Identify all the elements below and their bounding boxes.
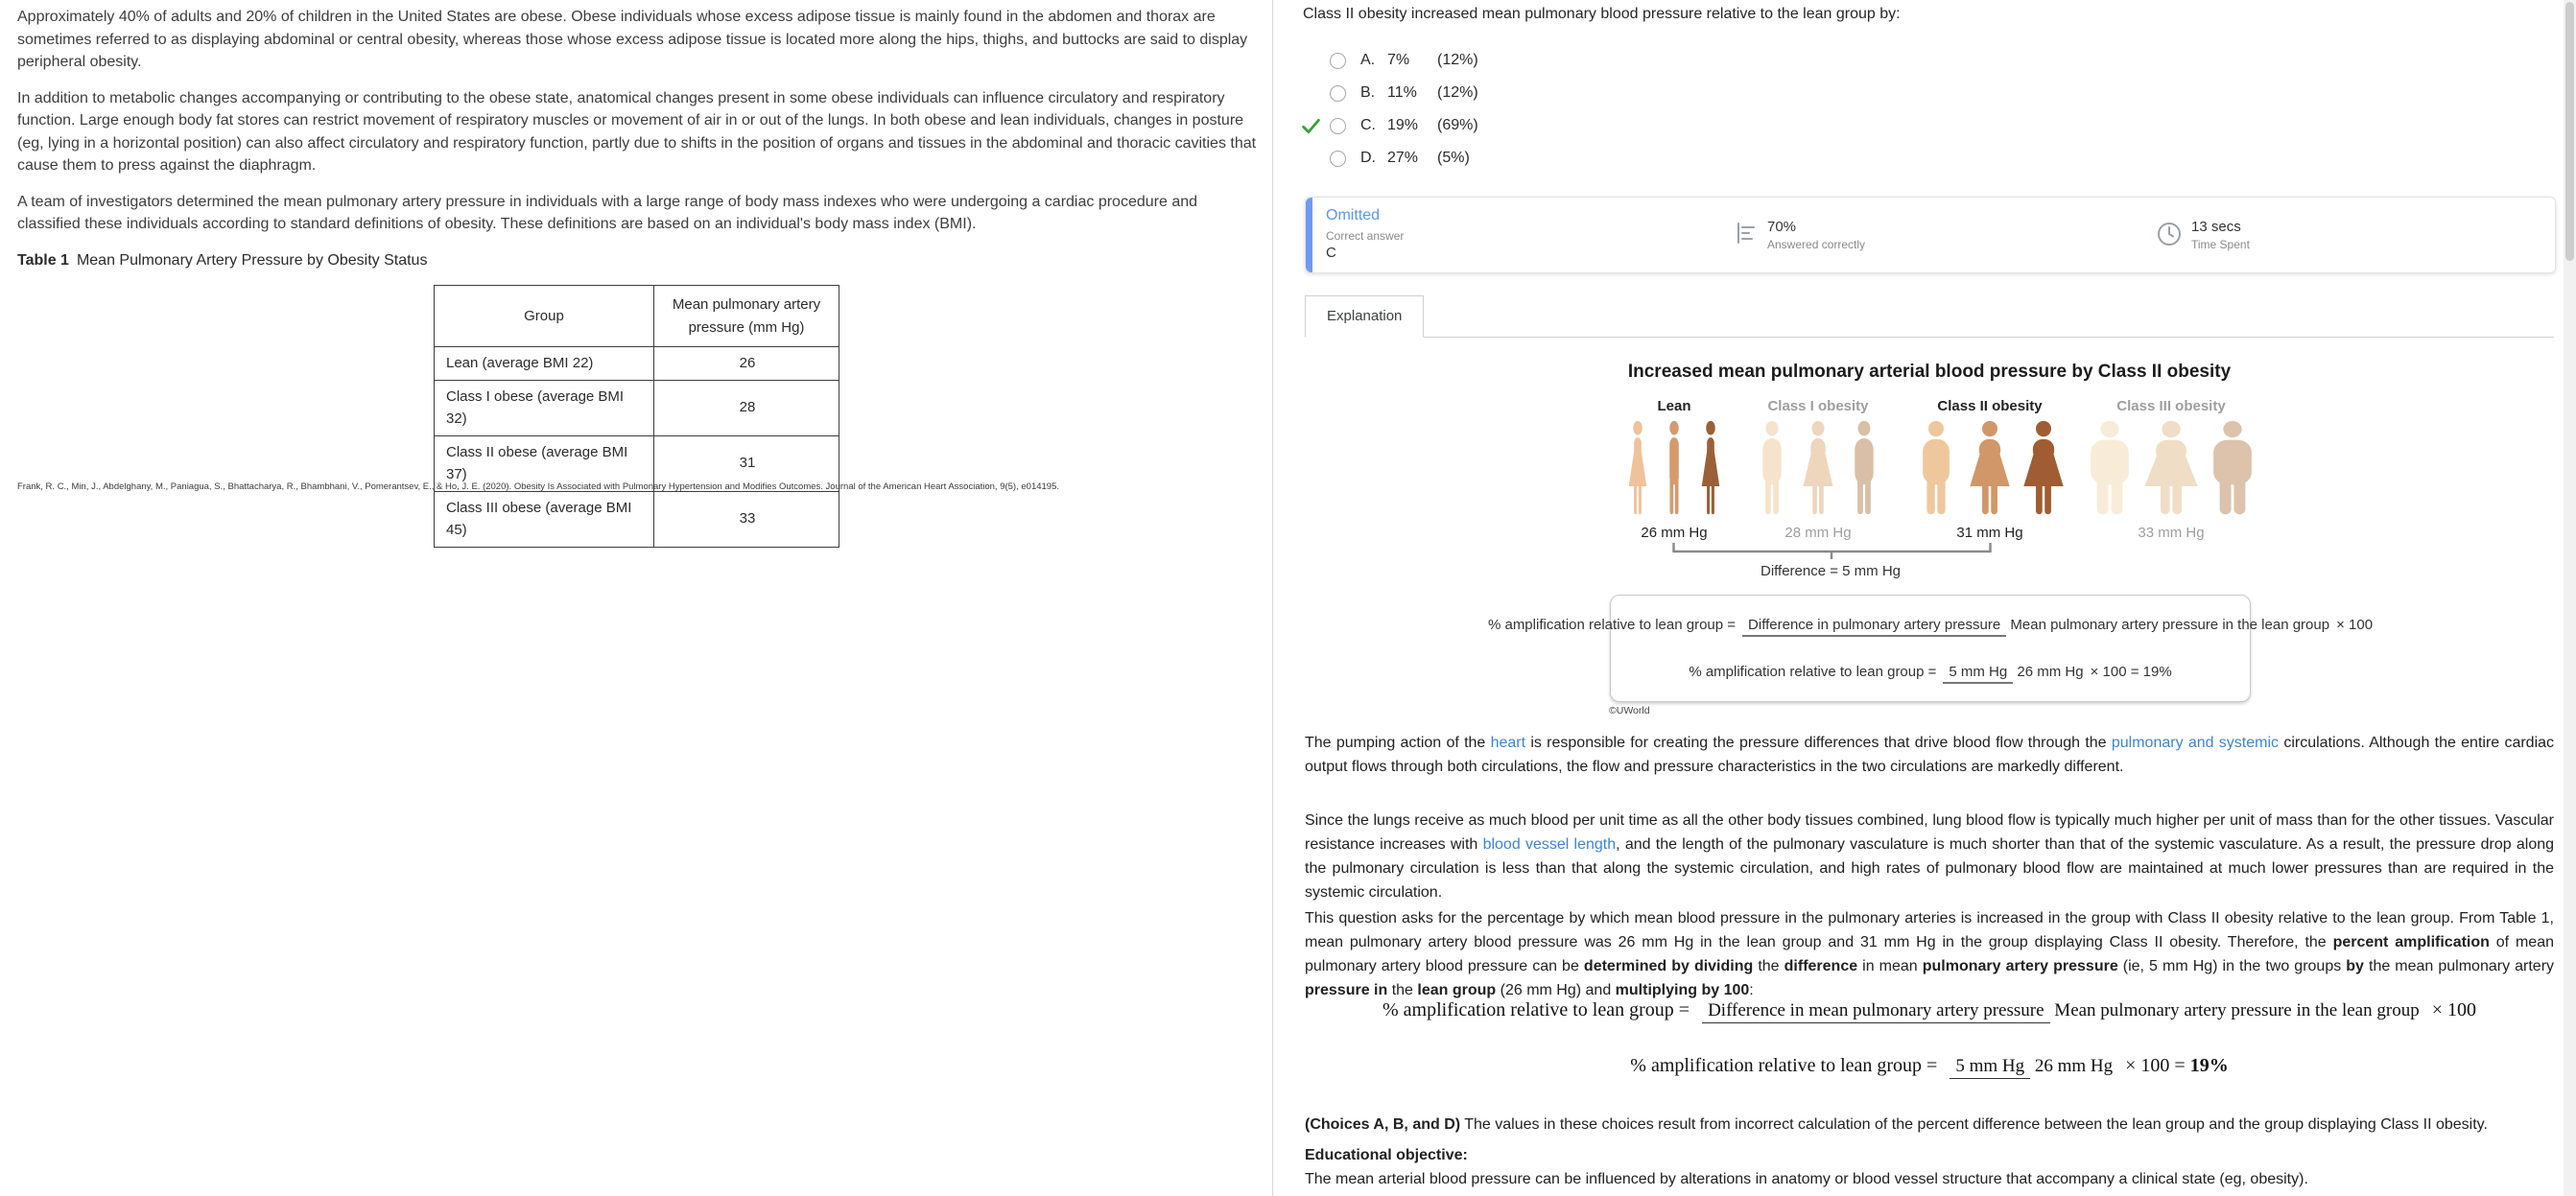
educational-objective-body: The mean arterial blood pressure can be influenced by alterations in anatomy or blood vessel structure that accompany a clinical state (eg, obesity). bbox=[1305, 1171, 2308, 1187]
formula-lhs: % amplification relative to lean group = bbox=[1630, 1055, 1938, 1076]
time-spent-stat bbox=[2155, 198, 2250, 272]
table-caption bbox=[17, 249, 1257, 272]
difference-bracket bbox=[1672, 541, 1992, 560]
fraction-denominator: Mean pulmonary artery pressure in the lean group bbox=[2054, 1000, 2420, 1021]
correct-check-icon bbox=[1301, 116, 1324, 136]
pressure-table bbox=[434, 285, 839, 548]
text-segment: This question asks for the percentage by which mean blood pressure in the pulmonary arteries is increased in the group with Class II obesity relative to the lean group. From Table 1, mean pulmonary artery blood pressure was 26 mm Hg in the lean group and 31 mm Hg in the group displaying Class II obesity. Therefore, the bbox=[1305, 910, 2554, 950]
table-cell-group: Class I obese (average BMI 32) bbox=[435, 380, 654, 435]
answer-choices bbox=[1301, 44, 1973, 175]
person-f-icon bbox=[1964, 420, 2016, 516]
text-segment: the bbox=[1753, 958, 1784, 974]
bar-chart-icon bbox=[1735, 222, 1760, 249]
educational-objective-heading: Educational objective: bbox=[1305, 1147, 1468, 1163]
fraction-denominator: 26 mm Hg bbox=[2034, 1056, 2114, 1077]
choices-explanation bbox=[1305, 1113, 2554, 1137]
scrollbar-track[interactable] bbox=[2564, 0, 2576, 1196]
formula-line bbox=[1488, 617, 2373, 633]
passage-paragraph bbox=[17, 87, 1257, 177]
formula-rhs: × 100 = 19% bbox=[2090, 664, 2172, 680]
uworld-credit: ©UWorld bbox=[1609, 705, 1650, 716]
fraction-denominator: 26 mm Hg bbox=[2017, 664, 2084, 680]
people-icons bbox=[2080, 420, 2262, 516]
choice-percentage: (12%) bbox=[1437, 52, 1478, 68]
text-segment: Since the lungs receive as much blood per unit time as all the other body tissues combined, lung blood flow is typically much higher per unit of mass than for the other tissues. Vascular resistance increases with bbox=[1305, 812, 2554, 853]
table-cell-pressure: 31 bbox=[654, 435, 839, 491]
table-cell-pressure: 33 bbox=[654, 491, 839, 547]
text-segment: circulations. Although the entire cardiac output flows through both circulations, the flow and pressure characteristics in the two circulations are markedly different. bbox=[1305, 735, 2555, 775]
answer-choice[interactable] bbox=[1301, 77, 1973, 109]
group-pressure: 28 mm Hg bbox=[1784, 525, 1852, 541]
table-cell-group: Lean (average BMI 22) bbox=[435, 347, 654, 381]
formula-lhs: % amplification relative to lean group = bbox=[1383, 999, 1690, 1020]
table-cell-pressure: 26 bbox=[654, 347, 839, 381]
person-m-icon bbox=[2203, 420, 2262, 516]
difference-label: Difference = 5 mm Hg bbox=[1760, 563, 1902, 579]
time-label: Time Spent bbox=[2191, 238, 2250, 251]
fraction-numerator: 5 mm Hg bbox=[1950, 1056, 2030, 1079]
fraction bbox=[1943, 664, 2083, 680]
choice-text: 27% bbox=[1387, 150, 1419, 166]
person-f-icon bbox=[2018, 420, 2069, 516]
answered-label: Answered correctly bbox=[1767, 238, 1866, 251]
bold-text: lean group bbox=[1417, 982, 1497, 998]
passage-panel bbox=[17, 6, 1257, 548]
choice-letter: C. bbox=[1360, 117, 1376, 133]
choice-text: 7% bbox=[1387, 52, 1410, 68]
text-segment: of mean pulmonary artery blood pressure can be bbox=[1305, 934, 2555, 974]
serif-formula bbox=[1305, 999, 2554, 1021]
text-segment: The pumping action of the bbox=[1305, 735, 1491, 751]
bold-text: (Choices A, B, and D) bbox=[1305, 1116, 1461, 1133]
choice-percentage: (5%) bbox=[1437, 150, 1470, 166]
formula-rhs: × 100 bbox=[2336, 617, 2374, 633]
inline-link[interactable]: heart bbox=[1490, 735, 1526, 751]
fraction-numerator: Difference in pulmonary artery pressure bbox=[1742, 617, 2006, 637]
bold-text: pulmonary artery pressure bbox=[1922, 958, 2118, 974]
correct-answer-label: Correct answer bbox=[1326, 229, 1405, 243]
formula-box bbox=[1487, 595, 2374, 702]
citation: Frank, R. C., Min, J., Abdelghany, M., Paniagua, S., Bhattacharya, R., Bhambhani, V., Pomerantsev, E., & Ho, J. E. (2020). Obesity Is Associated with Pulmonary Hypertension and Modifies Outcomes. Journal of the American Heart Association, 9(5), e014195. bbox=[17, 481, 1059, 492]
radio-button[interactable] bbox=[1330, 53, 1346, 69]
group-pressure: 33 mm Hg bbox=[2138, 525, 2205, 541]
fraction-numerator: 5 mm Hg bbox=[1943, 664, 2013, 684]
person-f-icon bbox=[1693, 420, 1728, 516]
choice-percentage: (69%) bbox=[1437, 117, 1478, 133]
table-cell-group: Class II obese (average BMI 37) bbox=[435, 435, 654, 491]
people-icons bbox=[1750, 420, 1886, 516]
table-row bbox=[435, 491, 839, 547]
person-m-icon bbox=[1910, 420, 1962, 516]
text-segment: the mean pulmonary artery bbox=[2363, 958, 2555, 974]
figure-group bbox=[1910, 398, 2069, 541]
choice-percentage: (12%) bbox=[1437, 84, 1478, 101]
group-label: Class II obesity bbox=[1937, 398, 2043, 414]
bold-text: determined by dividing bbox=[1583, 958, 1754, 974]
person-m-icon bbox=[1842, 420, 1886, 516]
banner-accent-bar bbox=[1306, 198, 1312, 272]
formula-lhs: % amplification relative to lean group = bbox=[1487, 617, 1737, 633]
table-row bbox=[435, 380, 839, 435]
radio-button[interactable] bbox=[1330, 118, 1346, 134]
text-segment: In addition to metabolic changes accompanying or contributing to the obese state, anatomical changes present in some obese individuals can influence circulatory and respiratory function. Large enough body fat stores can restrict movement of respiratory muscles or movement of air in or out of the lungs. In both obese and lean individuals, changes in posture (eg, lying in a horizontal position) can also affect circulatory and respiratory function, partly due to shifts in the position of organs and tissues in the abdominal and thoracic cavities that cause them to press against the diaphragm. bbox=[17, 89, 1257, 174]
answer-choice[interactable] bbox=[1301, 44, 1973, 77]
group-pressure: 26 mm Hg bbox=[1641, 525, 1708, 541]
passage-paragraph bbox=[17, 6, 1257, 74]
person-m-icon bbox=[2080, 420, 2139, 516]
group-label: Lean bbox=[1657, 398, 1691, 414]
formula-lhs: % amplification relative to lean group = bbox=[1689, 664, 1937, 680]
answered-pct: 70% bbox=[1767, 219, 1797, 235]
status-omitted: Omitted bbox=[1326, 207, 1381, 223]
choice-letter: B. bbox=[1360, 84, 1376, 101]
person-f-icon bbox=[1620, 420, 1655, 516]
table-cell-group: Class III obese (average BMI 45) bbox=[435, 491, 654, 547]
table-header-pressure: Mean pulmonary artery pressure (mm Hg) bbox=[654, 286, 839, 347]
answer-choice[interactable] bbox=[1301, 142, 1973, 175]
table-cell-pressure: 28 bbox=[654, 380, 839, 435]
bold-text: difference bbox=[1784, 958, 1858, 974]
fraction bbox=[1702, 1000, 2420, 1021]
fraction-denominator: Mean pulmonary artery pressure in the lean group bbox=[2010, 617, 2330, 633]
inline-link[interactable]: blood vessel length bbox=[1482, 836, 1617, 853]
group-pressure: 31 mm Hg bbox=[1956, 525, 2023, 541]
bold-text: multiplying by 100 bbox=[1615, 982, 1750, 998]
text-segment: (26 mm Hg) and bbox=[1496, 982, 1616, 998]
fraction-numerator: Difference in mean pulmonary artery pressure bbox=[1702, 1000, 2049, 1023]
explanation-paragraph bbox=[1305, 731, 2554, 779]
passage-paragraph bbox=[17, 191, 1257, 236]
scrollbar-thumb[interactable] bbox=[2565, 2, 2574, 261]
choice-letter: D. bbox=[1360, 150, 1376, 166]
explanation-paragraph bbox=[1305, 906, 2554, 1002]
text-segment: (ie, 5 mm Hg) in the two groups bbox=[2117, 958, 2347, 974]
table-header-group: Group bbox=[435, 286, 654, 347]
person-m-icon bbox=[1750, 420, 1794, 516]
choice-text: 11% bbox=[1387, 84, 1417, 101]
text-segment: Approximately 40% of adults and 20% of children in the United States are obese. Obese individuals whose excess adipose tissue is mainly found in the abdomen and thorax are sometimes referred to as displaying abdominal or central obesity, whereas those whose excess adipose tissue is located more along the hips, thighs, and buttocks are said to display peripheral obesity. bbox=[17, 9, 1248, 70]
person-m-icon bbox=[1657, 420, 1691, 516]
result-banner bbox=[1305, 197, 2556, 273]
group-label: Class III obesity bbox=[2116, 398, 2226, 414]
panel-divider bbox=[1272, 0, 1273, 1196]
figure-group bbox=[1750, 398, 1886, 541]
text-segment: The values in these choices result from incorrect calculation of the percent difference between the lean group and the group displaying Class II obesity. bbox=[1460, 1116, 2488, 1133]
formula-result: 19% bbox=[2189, 1055, 2229, 1076]
text-segment: is responsible for creating the pressure differences that drive blood flow through the bbox=[1525, 735, 2112, 751]
figure-group bbox=[1620, 398, 1728, 541]
table-header-row bbox=[435, 286, 839, 347]
bold-text: by bbox=[2346, 958, 2364, 974]
clock-icon bbox=[2155, 219, 2184, 252]
person-f-icon bbox=[2141, 420, 2201, 516]
formula-line bbox=[1689, 664, 2171, 680]
person-f-icon bbox=[1796, 420, 1840, 516]
formula-rhs: × 100 bbox=[2431, 999, 2476, 1020]
group-label: Class I obesity bbox=[1767, 398, 1869, 414]
text-segment: : bbox=[1749, 982, 1754, 998]
serif-formula bbox=[1305, 1055, 2554, 1077]
choice-letter: A. bbox=[1360, 52, 1376, 68]
radio-button[interactable] bbox=[1330, 151, 1346, 167]
figure-group bbox=[2080, 398, 2262, 541]
radio-button[interactable] bbox=[1330, 85, 1346, 102]
table-caption-text: Mean Pulmonary Artery Pressure by Obesity Status bbox=[76, 251, 428, 269]
tab-bar bbox=[1305, 295, 2554, 338]
people-icons bbox=[1910, 420, 2069, 516]
inline-link[interactable]: pulmonary and systemic bbox=[2111, 735, 2280, 751]
table-label: Table 1 bbox=[17, 251, 69, 269]
people-icons bbox=[1620, 420, 1728, 516]
text-segment: , and the length of the pulmonary vasculature is much shorter than that of the systemic vasculature. As a result, the pressure drop along the pulmonary circulation is less than that along the systemic circulation, and high rates of pulmonary blood flow are maintained at much lower pressures than are required in the systemic circulation. bbox=[1305, 836, 2555, 901]
tab-explanation[interactable]: Explanation bbox=[1305, 295, 1424, 338]
figure-title: Increased mean pulmonary arterial blood pressure by Class II obesity bbox=[1627, 362, 2232, 382]
fraction bbox=[1950, 1056, 2113, 1077]
formula-rhs: × 100 = bbox=[2125, 1055, 2190, 1076]
fraction bbox=[1742, 617, 2329, 633]
text-segment: the bbox=[1387, 982, 1418, 998]
correct-answer-letter: C bbox=[1326, 245, 1336, 261]
text-segment: in mean bbox=[1857, 958, 1923, 974]
bold-text: percent amplification bbox=[2332, 934, 2490, 950]
answer-choice[interactable] bbox=[1301, 109, 1973, 142]
time-value: 13 secs bbox=[2191, 219, 2241, 235]
table-row bbox=[435, 347, 839, 381]
explanation-paragraph bbox=[1305, 809, 2554, 904]
choice-text: 19% bbox=[1387, 117, 1419, 133]
text-segment: A team of investigators determined the mean pulmonary artery pressure in individuals with a large range of body mass indexes who were undergoing a cardiac procedure and classified these individuals according to standard definitions of obesity. These definitions are based on an individual's body mass index (BMI). bbox=[17, 193, 1198, 232]
question-stem: Class II obesity increased mean pulmonary blood pressure relative to the lean group by: bbox=[1303, 6, 1901, 22]
bold-text: pressure in bbox=[1305, 982, 1388, 998]
answered-correctly-stat bbox=[1735, 198, 1865, 272]
